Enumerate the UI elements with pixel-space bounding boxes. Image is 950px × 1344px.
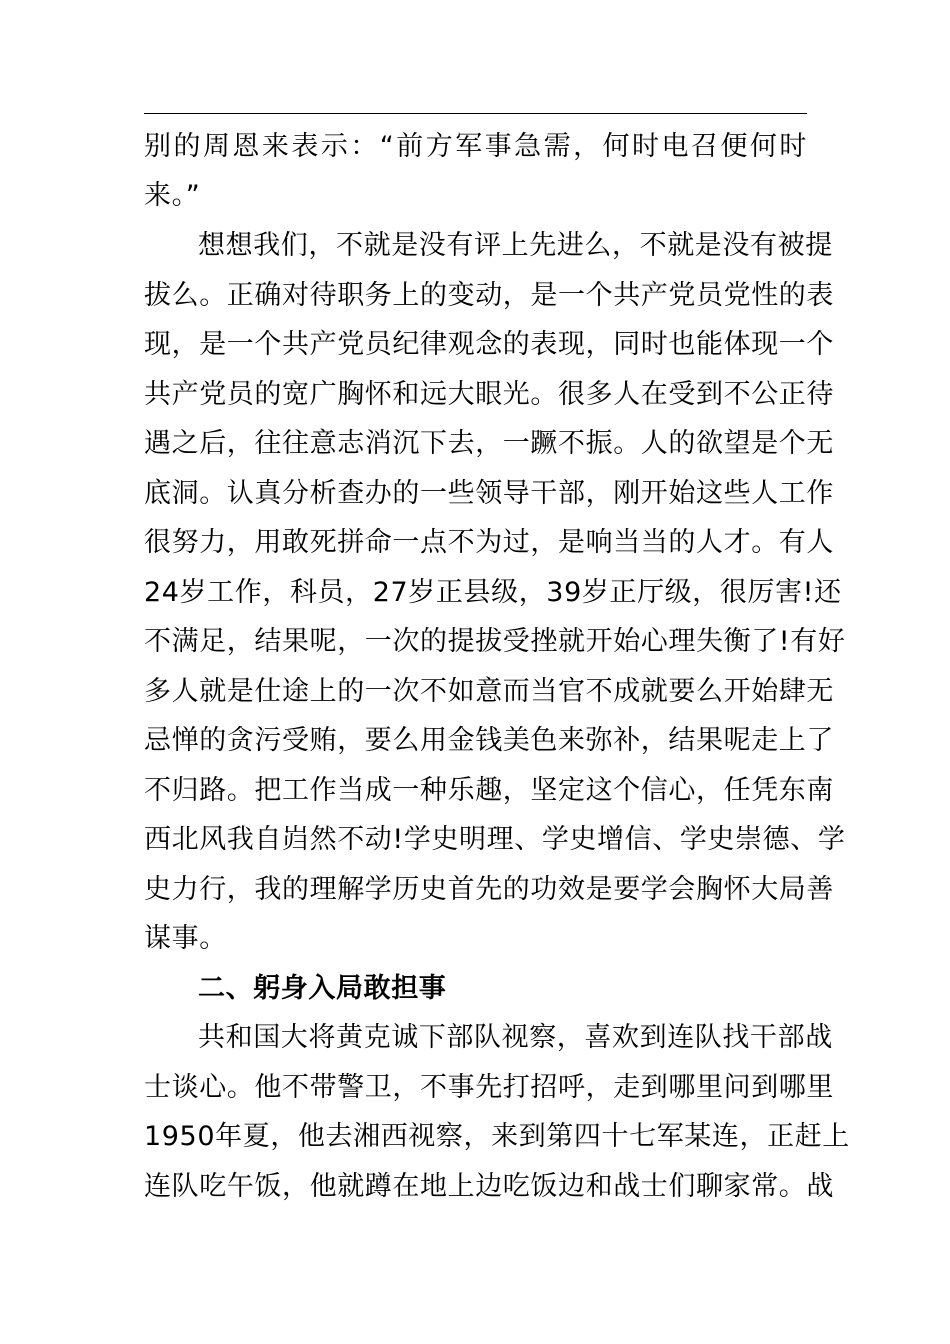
- paragraph-first-line: 共和国大将黄克诚下部队视察，喜欢到连队找干部战: [198, 1022, 833, 1053]
- text-line: 拔么。正确对待职务上的变动，是一个共产党员党性的表: [144, 280, 834, 311]
- text-line: 西北风我自岿然不动!学史明理、学史增信、学史崇德、学: [144, 824, 846, 855]
- text-line: 别的周恩来表示：“前方军事急需，何时电召便何时: [144, 131, 807, 162]
- text-line: 忌惮的贪污受贿，要么用金钱美色来弥补，结果呢走上了: [144, 725, 834, 756]
- header-rule: [144, 113, 807, 114]
- text-line: 24岁工作，科员，27岁正县级，39岁正厅级，很厉害!还: [144, 577, 842, 608]
- text-line: 1950年夏，他去湘西视察，来到第四十七军某连，正赶上: [144, 1121, 850, 1152]
- text-line: 遇之后，往往意志消沉下去，一蹶不振。人的欲望是个无: [144, 428, 834, 459]
- text-line: 士谈心。他不带警卫，不事先打招呼，走到哪里问到哪里: [144, 1072, 834, 1103]
- text-line: 不满足，结果呢，一次的提拔受挫就开始心理失衡了!有好: [144, 626, 846, 657]
- text-line: 谋事。: [144, 923, 227, 954]
- text-line: 连队吃午饭，他就蹲在地上边吃饭边和战士们聊家常。战: [144, 1171, 834, 1202]
- text-line: 多人就是仕途上的一次不如意而当官不成就要么开始肆无: [144, 676, 834, 707]
- text-line: 共产党员的宽广胸怀和远大眼光。很多人在受到不公正待: [144, 379, 834, 410]
- text-line: 来。”: [144, 180, 201, 211]
- text-line: 现，是一个共产党员纪律观念的表现，同时也能体现一个: [144, 329, 834, 360]
- text-line: 很努力，用敢死拼命一点不为过，是响当当的人才。有人: [144, 527, 834, 558]
- text-line: 史力行，我的理解学历史首先的功效是要学会胸怀大局善: [144, 874, 834, 905]
- text-line: 底洞。认真分析查办的一些领导干部，刚开始这些人工作: [144, 478, 834, 509]
- section-heading: 二、躬身入局敢担事: [198, 973, 447, 1004]
- paragraph-first-line: 想想我们，不就是没有评上先进么，不就是没有被提: [198, 230, 833, 261]
- text-line: 不归路。把工作当成一种乐趣，坚定这个信心，任凭东南: [144, 775, 834, 806]
